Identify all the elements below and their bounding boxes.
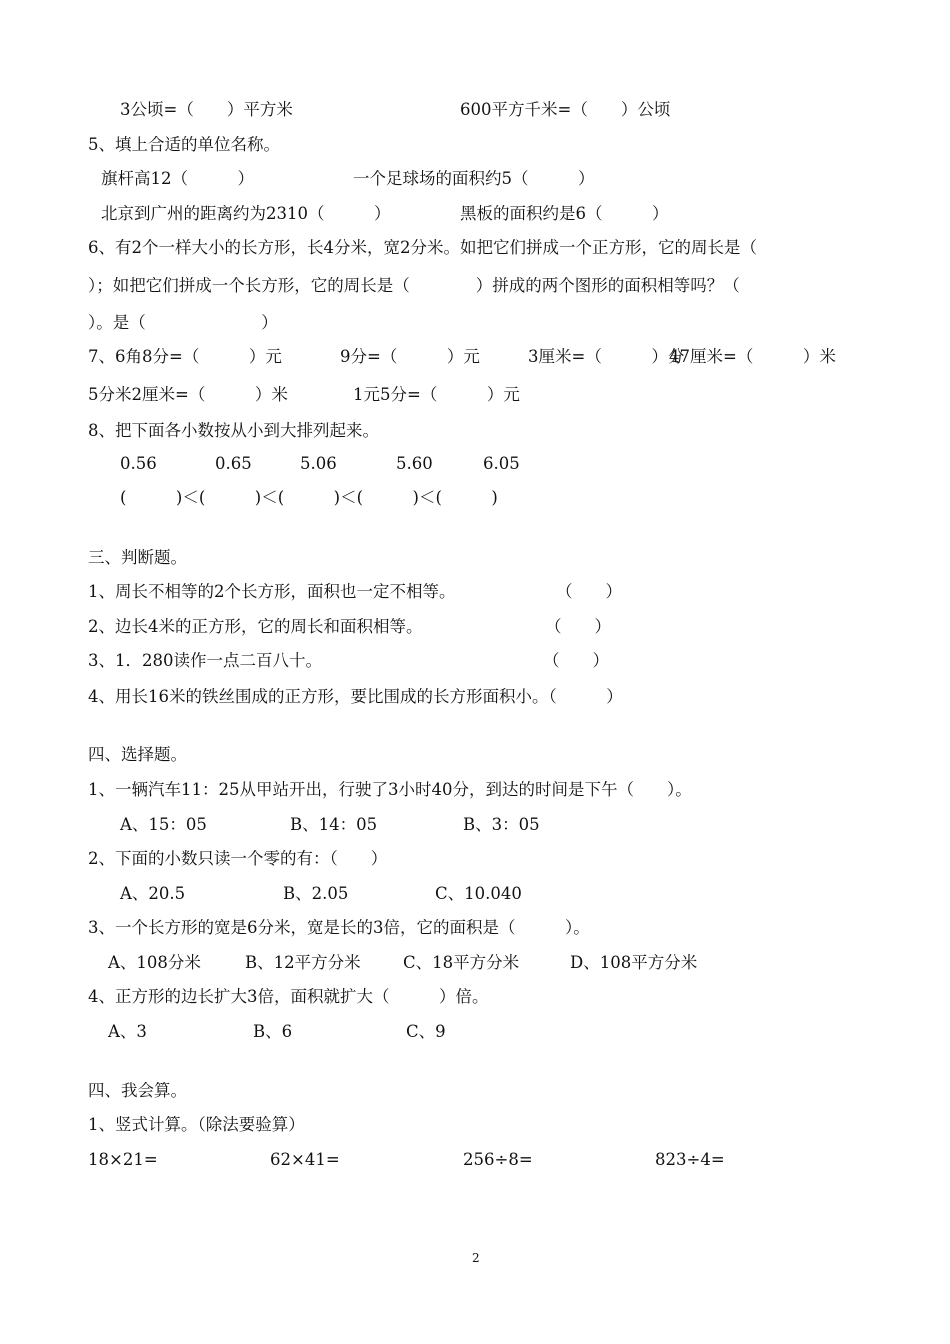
mc-option: B、2.05 — [283, 884, 349, 903]
q7-fen-yuan: 9分=（ ）元 — [340, 347, 480, 366]
tf-question-1: 1、周长不相等的2个长方形，面积也一定不相等。 — [88, 582, 456, 601]
mc-option: C、10.040 — [435, 884, 522, 903]
calc-instruction: 1、竖式计算。（除法要验算） — [88, 1115, 305, 1134]
calc-problem: 62×41= — [270, 1150, 340, 1169]
q5-blackboard: 黑板的面积约是6（ ） — [460, 204, 669, 223]
q7-dm-cm: 5分米2厘米=（ ）米 — [88, 385, 288, 404]
mc-option: A、15：05 — [120, 815, 207, 834]
q6-line-3: ）。是（ ） — [88, 313, 278, 332]
q8-decimal: 0.65 — [215, 454, 252, 473]
mc-option: B、3：05 — [463, 815, 540, 834]
section-true-false-heading: 三、判断题。 — [88, 548, 187, 567]
mc-option: C、9 — [406, 1022, 446, 1041]
q7-cm-fen: 3厘米=（ ）分 — [528, 347, 685, 366]
tf-answer-blank-2: （ ） — [545, 617, 611, 636]
tf-question-4: 4、用长16米的铁丝围成的正方形，要比围成的长方形面积小。（ ） — [88, 687, 623, 706]
q4-sqkm-conversion: 600平方千米=（ ）公顷 — [460, 100, 671, 119]
q8-decimal: 0.56 — [120, 454, 157, 473]
q7-yuan-fen: 1元5分=（ ）元 — [353, 385, 520, 404]
section-calculation-heading: 四、我会算。 — [88, 1081, 187, 1100]
mc-question-4: 4、正方形的边长扩大3倍，面积就扩大（ ）倍。 — [88, 987, 489, 1006]
mc-option: A、20.5 — [120, 884, 186, 903]
q6-line-2: ）；如把它们拼成一个长方形，它的周长是（ ）拼成的两个图形的面积相等吗？（ — [88, 276, 740, 295]
q8-decimal: 6.05 — [483, 454, 520, 473]
mc-option: B、6 — [253, 1022, 293, 1041]
page-number: 2 — [472, 1251, 480, 1265]
mc-question-3: 3、一个长方形的宽是6分米，宽是长的3倍，它的面积是（ ）。 — [88, 918, 590, 937]
q5-beijing-guangzhou: 北京到广州的距离约为2310（ ） — [101, 204, 391, 223]
mc-option: D、108平方分米 — [570, 953, 698, 972]
mc-question-1: 1、一辆汽车11：25从甲站开出，行驶了3小时40分，到达的时间是下午（ ）。 — [88, 780, 692, 799]
q8-ordering-blanks: ( )＜( )＜( )＜( )＜( ) — [120, 488, 498, 507]
mc-option: B、14：05 — [290, 815, 378, 834]
q7-jiao-fen: 7、6角8分=（ ）元 — [88, 347, 282, 366]
q8-decimal: 5.60 — [396, 454, 433, 473]
mc-option: B、12平方分米 — [245, 953, 361, 972]
tf-answer-blank-3: （ ） — [543, 651, 609, 670]
q5-flagpole: 旗杆高12（ ） — [101, 169, 254, 188]
q7-cm-m: 47厘米=（ ）米 — [669, 347, 836, 366]
mc-question-2: 2、下面的小数只读一个零的有：（ ） — [88, 849, 388, 868]
q8-decimal: 5.06 — [300, 454, 337, 473]
tf-question-3: 3、1．280读作一点二百八十。 — [88, 651, 322, 670]
calc-problem: 823÷4= — [655, 1150, 725, 1169]
mc-option: A、3 — [108, 1022, 147, 1041]
q5-football-field: 一个足球场的面积约5（ ） — [353, 169, 595, 188]
mc-option: C、18平方分米 — [403, 953, 520, 972]
q8-heading: 8、把下面各小数按从小到大排列起来。 — [88, 421, 379, 440]
section-multiple-choice-heading: 四、选择题。 — [88, 745, 187, 764]
calc-problem: 18×21= — [88, 1150, 158, 1169]
tf-answer-blank-1: （ ） — [556, 582, 622, 601]
q4-hectare-conversion: 3公顷=（ ）平方米 — [120, 100, 293, 119]
q5-heading: 5、填上合适的单位名称。 — [88, 135, 280, 154]
mc-option: A、108分米 — [108, 953, 201, 972]
q6-line-1: 6、有2个一样大小的长方形，长4分米，宽2分米。如把它们拼成一个正方形，它的周长是（ — [88, 238, 757, 257]
tf-question-2: 2、边长4米的正方形，它的周长和面积相等。 — [88, 617, 423, 636]
calc-problem: 256÷8= — [463, 1150, 533, 1169]
